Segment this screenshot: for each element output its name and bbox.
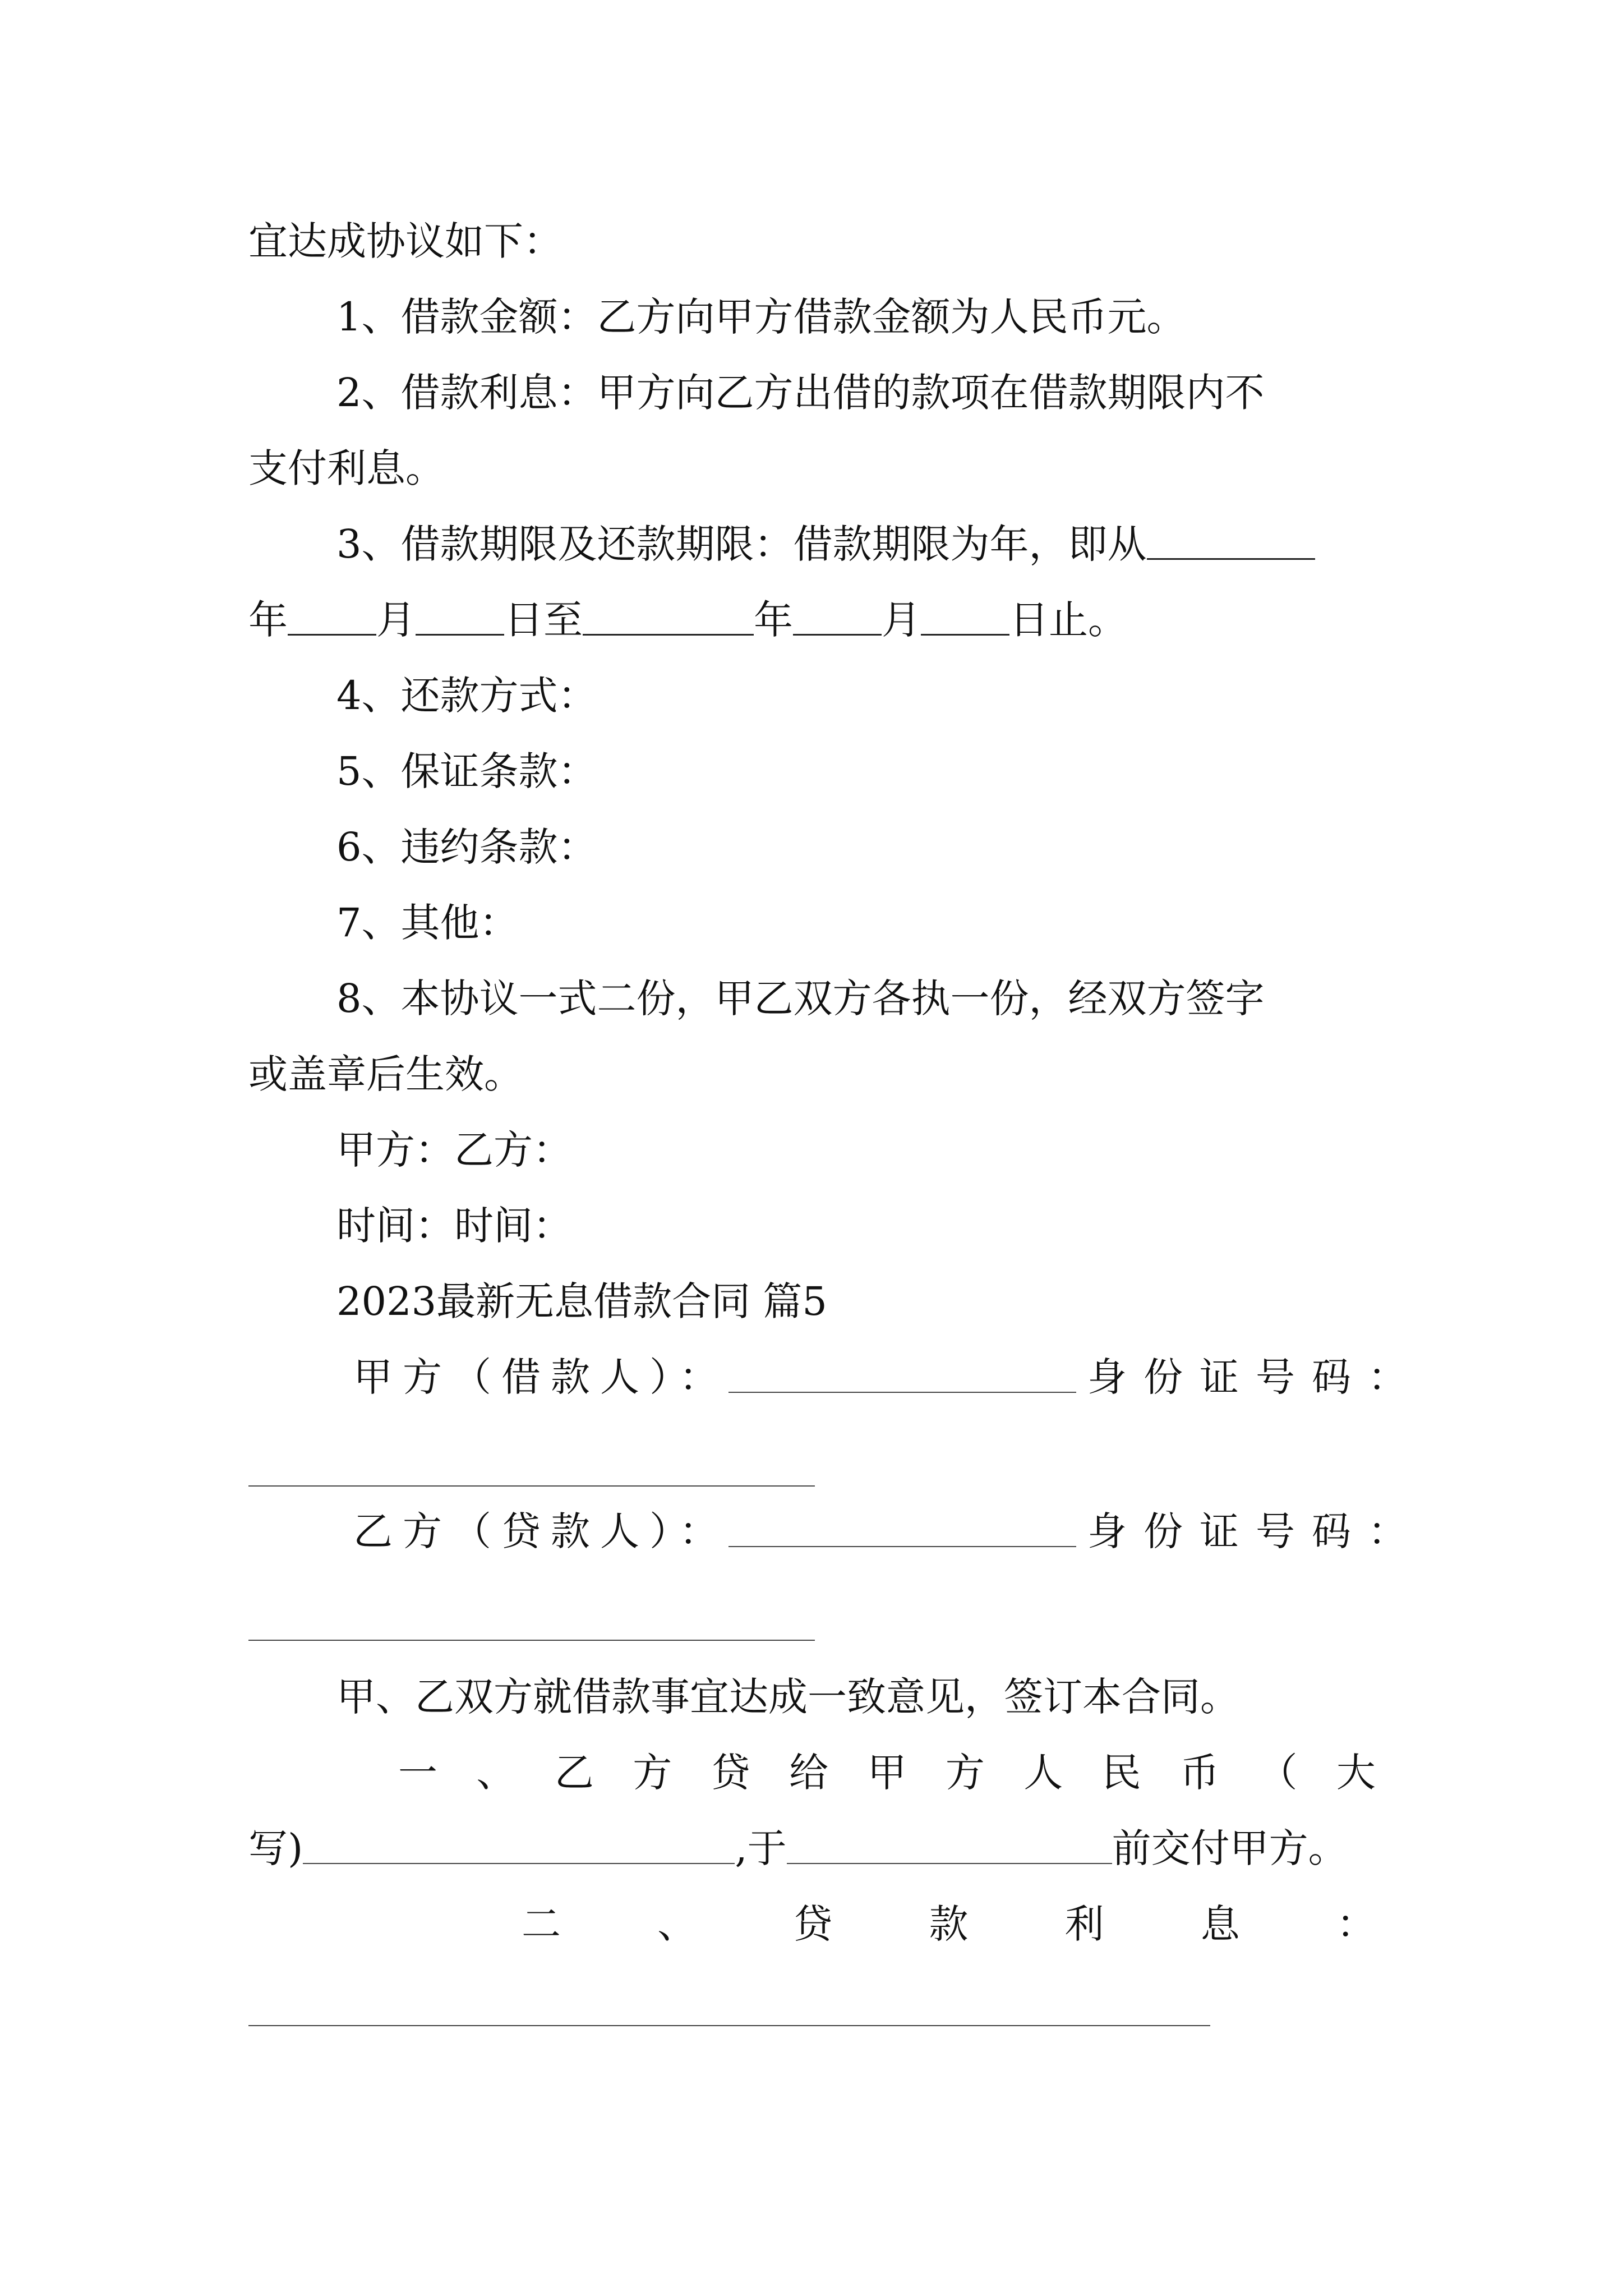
- date-year-label: 年: [248, 597, 288, 643]
- date-month2-label: 月: [882, 597, 921, 643]
- clause-6-breach: 6、违约条款：: [336, 824, 597, 870]
- blank-field: [248, 1640, 815, 1641]
- char: 、: [657, 1901, 697, 1947]
- char: 大: [1336, 1750, 1376, 1796]
- lender-id-label: 身份证号码：: [1087, 1508, 1424, 1554]
- blank-field: [303, 1828, 735, 1864]
- signature-parties: 甲方：乙方：: [336, 1127, 572, 1173]
- clause-3-term: [0, 519, 1623, 569]
- char: 贷: [711, 1750, 750, 1796]
- blank-field: [1147, 523, 1315, 560]
- date-day-to-label: 日至: [504, 597, 583, 643]
- blank-field: [787, 1828, 1112, 1864]
- clause-5-guarantee: 5、保证条款：: [336, 748, 597, 794]
- char: 贷: [793, 1901, 833, 1947]
- char: ：: [1336, 1901, 1376, 1947]
- lender-label: 乙方（贷款人）：: [353, 1508, 728, 1554]
- char: 利: [1064, 1901, 1104, 1947]
- char: 息: [1200, 1901, 1240, 1947]
- date-month-label: 月: [376, 597, 416, 643]
- char: 一: [398, 1750, 437, 1796]
- text-fragment: 写): [248, 1825, 303, 1871]
- char: （: [1258, 1750, 1298, 1796]
- blank-field: [793, 599, 882, 636]
- clause-1-amount: 1、借款金额：乙方向甲方借款金额为人民币元。: [336, 294, 1186, 340]
- article-1-heading: [398, 1747, 1376, 1798]
- clause-4-repayment: 4、还款方式：: [336, 673, 597, 719]
- date-end-label: 日止。: [1009, 597, 1127, 643]
- text-line: 宜达成协议如下：: [248, 218, 562, 264]
- article-1-continued: [0, 1823, 1623, 1874]
- lender-line: [0, 1506, 1623, 1557]
- date-year2-label: 年: [754, 597, 793, 643]
- borrower-label: 甲方（借款人）：: [353, 1354, 728, 1400]
- blank-field: [248, 1485, 815, 1487]
- char: 方: [945, 1750, 985, 1796]
- text-fragment: 前交付甲方。: [1112, 1825, 1348, 1871]
- section-heading: 2023最新无息借款合同 篇5: [336, 1278, 827, 1324]
- blank-field: [921, 599, 1009, 636]
- blank-field: [583, 599, 754, 636]
- char: 款: [929, 1901, 969, 1947]
- blank-field: [728, 1511, 1076, 1547]
- char: 、: [476, 1750, 516, 1796]
- signature-dates: 时间：时间：: [336, 1203, 572, 1249]
- clause-3-dates: [0, 595, 1623, 645]
- text-fragment: ,于: [735, 1825, 787, 1871]
- agreement-intro: 甲、乙双方就借款事宜达成一致意见，签订本合同。: [336, 1674, 1239, 1720]
- char: 甲: [867, 1750, 907, 1796]
- article-2-heading: [522, 1899, 1376, 1949]
- char: 二: [522, 1901, 561, 1947]
- char: 人: [1023, 1750, 1063, 1796]
- borrower-line: [0, 1352, 1623, 1402]
- char: 乙: [554, 1750, 594, 1796]
- char: 币: [1180, 1750, 1220, 1796]
- blank-field: [728, 1357, 1076, 1393]
- clause-7-other: 7、其他：: [336, 900, 519, 946]
- clause-2-continued: 支付利息。: [248, 445, 445, 491]
- borrower-id-label: 身份证号码：: [1087, 1354, 1424, 1400]
- blank-field: [288, 599, 376, 636]
- char: 民: [1101, 1750, 1141, 1796]
- clause-3-text: 3、借款期限及还款期限：借款期限为年，即从: [336, 521, 1147, 567]
- clause-8-copies: 8、本协议一式二份，甲乙双方各执一份，经双方签字: [336, 976, 1265, 1022]
- clause-2-interest: 2、借款利息：甲方向乙方出借的款项在借款期限内不: [336, 370, 1265, 416]
- char: 方: [633, 1750, 672, 1796]
- clause-8-continued: 或盖章后生效。: [248, 1051, 523, 1097]
- blank-field: [416, 599, 504, 636]
- blank-field: [248, 2025, 1210, 2026]
- char: 给: [789, 1750, 829, 1796]
